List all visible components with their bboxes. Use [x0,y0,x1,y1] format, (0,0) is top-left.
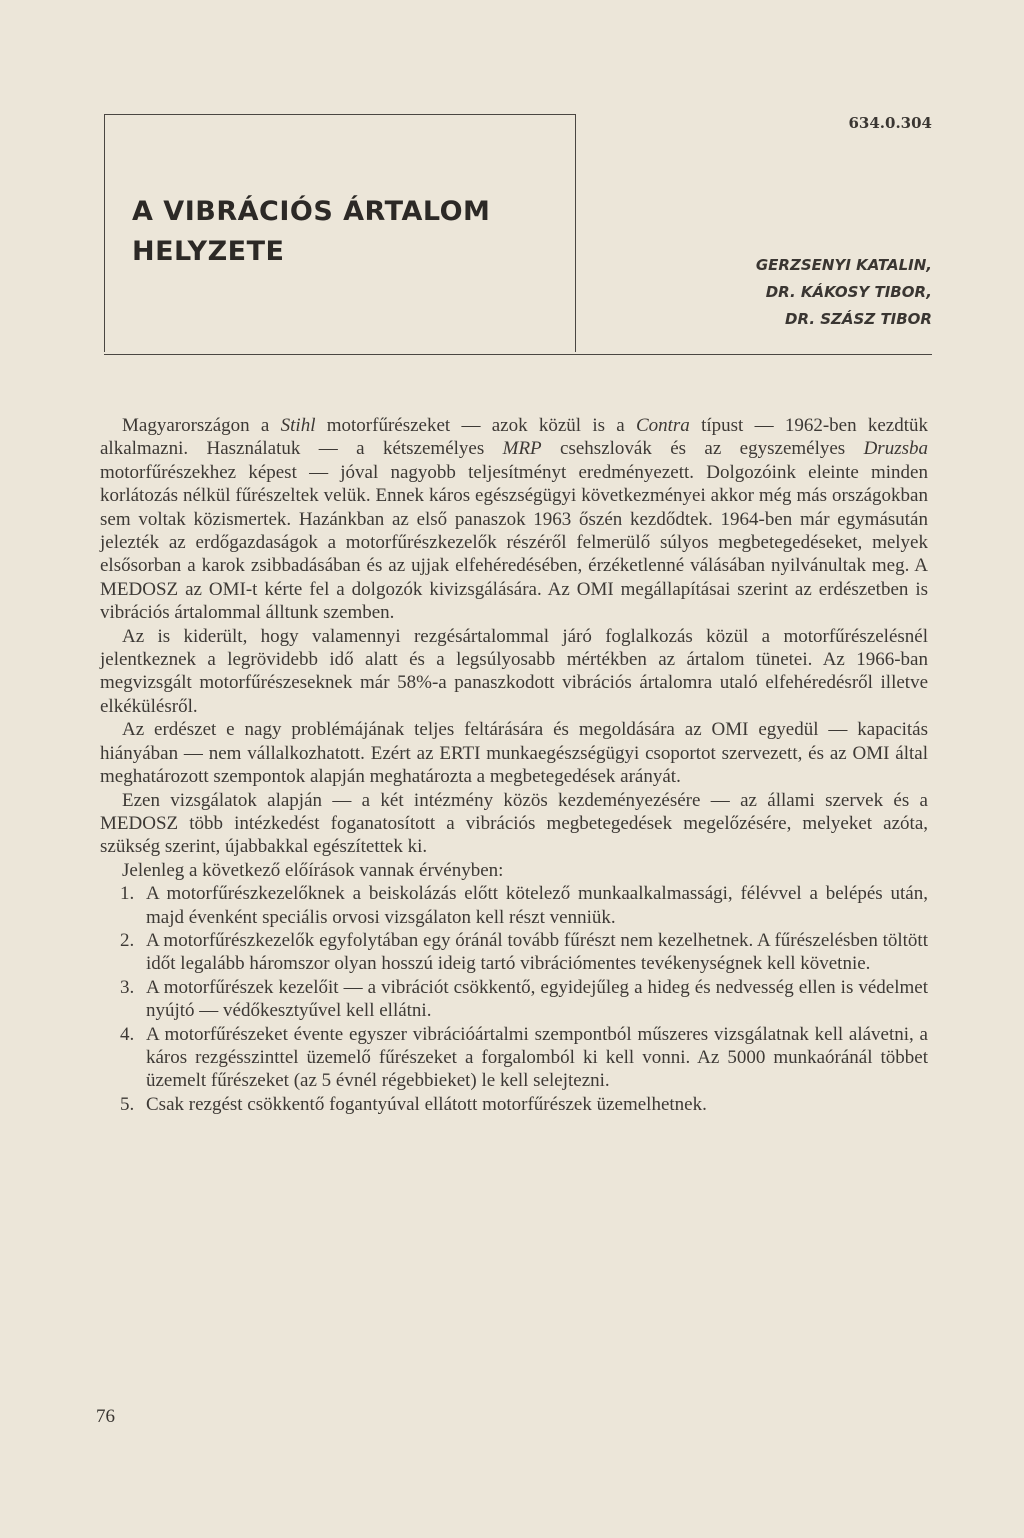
paragraph-1-text-a: Magyarországon a [122,415,281,436]
list-item-text: Csak rezgést csökkentő fogantyúval ellátott motorfűrészek üzemelhetnek. [146,1093,707,1115]
paragraph-1 [100,414,928,625]
model-contra: Contra [635,415,690,436]
list-item-number: 4. [120,1023,135,1045]
paragraph-3: Az erdészet e nagy problémájának teljes feltárására és megoldására az OMI egyedül — kapacitás hiányában — nem vállalkozhatott. Ezért az ERTI munkaegészségügyi csoportot szervezett, és az OMI által meghatározott szempontok alapján meghatározta a megbetegedések arányát. [100,719,928,788]
paragraph-1-text-e: motorfűrészekhez képest — jóval nagyobb teljesítményt eredményezett. Dolgozóink eleinte minden korlátozás nélkül fűrészeltek velük. Ennek káros egészségügyi következményei akkor még más országokban sem voltak közismertek. Hazánkban az első panaszok 1963 őszén kezdődtek. 1964-ben már egymásután jelezték az erdőgazdaságok a motorfűrészkezelők részéről felmerülő súlyos megbetegedéseket, melyek elsősorban a karok zsibbadásában és az ujjak elfehéredésében, érzéketlenné válásában nyilvánultak meg. A MEDOSZ az OMI-t kérte fel a dolgozók kivizsgálására. Az OMI megállapításai szerint az erdészetben is vibrációs ártalommal álltunk szemben. [100,461,928,624]
paragraph-4: Ezen vizsgálatok alapján — a két intézmény közös kezdeményezésére — az állami szervek és a MEDOSZ több intézkedést foganatosított a vibrációs megbetegedések megelőzésére, melyeket azóta, szükség szerint, újabbakkal egészítettek ki. [100,789,928,858]
list-item-number: 3. [120,976,135,998]
list-item-number: 5. [120,1093,135,1115]
article-body [100,414,928,1116]
list-item [100,976,928,1023]
list-item [100,1093,928,1116]
author-1: GERZSENYI KATALIN, [755,256,932,274]
model-druzsba: Druzsba [863,438,928,460]
paragraph-1-text-b: motorfűrészeket — azok közül is a [315,415,636,436]
classification-code: 634.0.304 [848,114,932,132]
list-item-text: A motorfűrészek kezelőit — a vibrációt csökkentő, egyidejűleg a hideg és nedvesség ellen is védelmet nyújtó — védőkesztyűvel kell ellátni. [146,976,928,1022]
author-2: DR. KÁKOSY TIBOR, [765,283,932,301]
paragraph-1-text-d: csehszlovák és az egyszemélyes [541,438,864,460]
paragraph-1-text-c: típust — 1962-ben kezdtük alkalmazni. Használatuk — a kétszemélyes [100,415,928,460]
article-title-line-1: A VIBRÁCIÓS ÁRTALOM [132,196,491,227]
model-mrp: MRP [502,438,542,460]
author-3: DR. SZÁSZ TIBOR [785,310,932,328]
regulations-list [100,882,928,1116]
article-title-line-2: HELYZETE [132,236,285,267]
list-item-text: A motorfűrészeket évente egyszer vibrációártalmi szempontból műszeres vizsgálatnak kell alávetni, a káros rezgésszinttel üzemelő fűrészeket a forgalomból ki kell vonni. Az 5000 munkaóránál többet üzemelt fűrészeket (az 5 évnél régebbieket) le kell selejtezni. [146,1023,928,1092]
article-title [132,192,490,272]
list-item-text: A motorfűrészkezelők egyfolytában egy óránál tovább fűrészt nem kezelhetnek. A fűrészelésben töltött időt legalább háromszor olyan hosszú ideig tartó vibrációmentes tevékenységnek kell követnie. [146,929,928,975]
header-bottom-rule [104,354,932,355]
list-item-number: 2. [120,929,135,951]
author-list [756,252,932,333]
brand-stihl: Stihl [280,415,316,436]
list-item [100,1023,928,1093]
list-item [100,882,928,929]
page-number: 76 [96,1406,115,1427]
paragraph-5: Jelenleg a következő előírások vannak érvényben: [122,859,504,881]
list-item-number: 1. [120,883,135,905]
list-item [100,929,928,976]
list-item-text: A motorfűrészkezelőknek a beiskolázás előtt kötelező munkaalkalmassági, félévvel a belépés után, majd évenként speciális orvosi vizsgálaton kell részt venniük. [146,883,928,928]
paragraph-2: Az is kiderült, hogy valamennyi rezgésártalommal járó foglalkozás közül a motorfűrészelésnél jelentkeznek a legrövidebb idő alatt és a legsúlyosabb mértékben az ártalom tünetei. Az 1966-ban megvizsgált motorfűrészeseknek már 58%-a panaszkodott vibrációs ártalomra utaló elfehéredésről illetve elkékülésről. [100,625,928,717]
